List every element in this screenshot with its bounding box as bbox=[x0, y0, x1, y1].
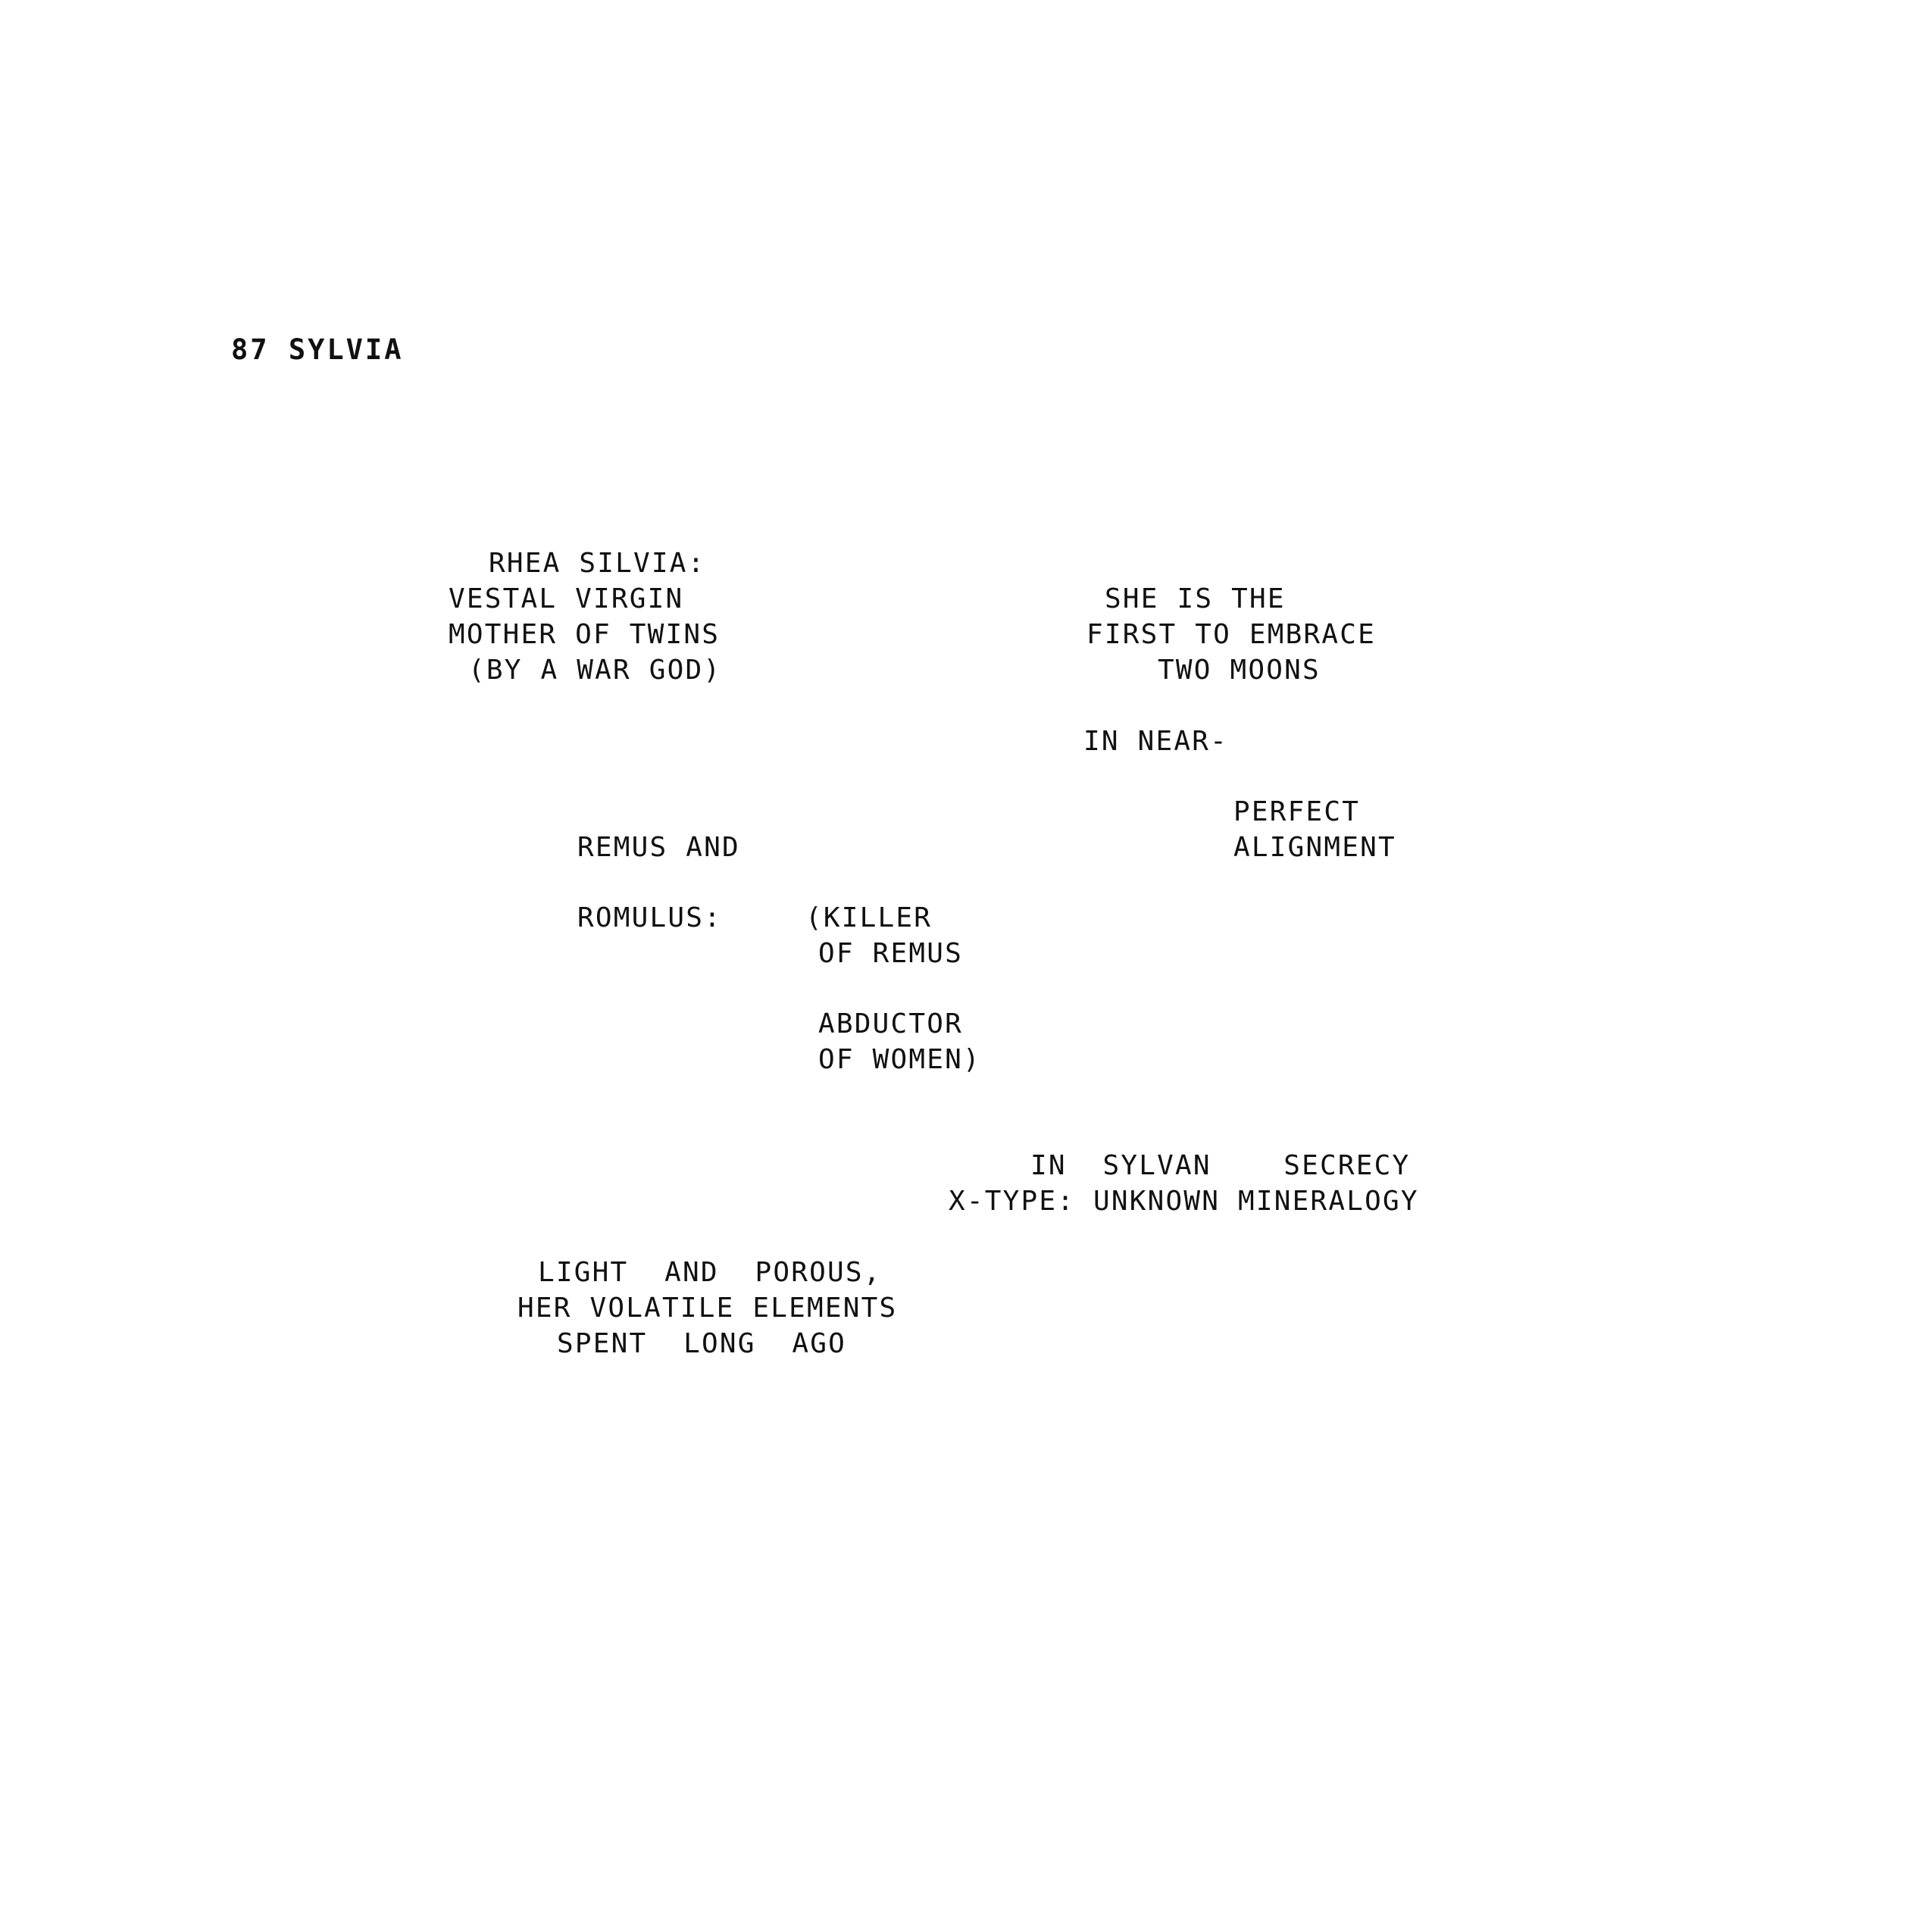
text-line: OF WOMEN) bbox=[818, 1044, 981, 1075]
text-line: PERFECT bbox=[1233, 796, 1361, 827]
text-line: RHEA SILVIA: bbox=[489, 548, 706, 579]
text-line: IN SYLVAN SECRECY bbox=[1030, 1150, 1411, 1181]
page-title: 87 SYLVIA bbox=[231, 333, 404, 366]
text-line: SPENT LONG AGO bbox=[557, 1328, 846, 1359]
text-line: SHE IS THE bbox=[1105, 583, 1286, 614]
text-line: OF REMUS bbox=[818, 938, 963, 969]
text-line: HER VOLATILE ELEMENTS bbox=[517, 1293, 898, 1324]
text-line: IN NEAR- bbox=[1083, 726, 1228, 757]
text-line: X-TYPE: UNKNOWN MINERALOGY bbox=[949, 1186, 1419, 1217]
text-line: ABDUCTOR bbox=[818, 1008, 963, 1039]
text-line: ROMULUS: bbox=[577, 902, 722, 933]
text-line: (BY A WAR GOD) bbox=[468, 655, 722, 686]
text-line: VESTAL VIRGIN bbox=[449, 583, 684, 614]
text-line: TWO MOONS bbox=[1158, 655, 1321, 686]
text-line: ALIGNMENT bbox=[1233, 832, 1396, 863]
text-line: REMUS AND bbox=[577, 832, 740, 863]
text-line: FIRST TO EMBRACE bbox=[1086, 619, 1376, 650]
text-line: (KILLER bbox=[805, 902, 933, 933]
text-line: LIGHT AND POROUS, bbox=[538, 1257, 882, 1288]
text-line: MOTHER OF TWINS bbox=[449, 619, 721, 650]
